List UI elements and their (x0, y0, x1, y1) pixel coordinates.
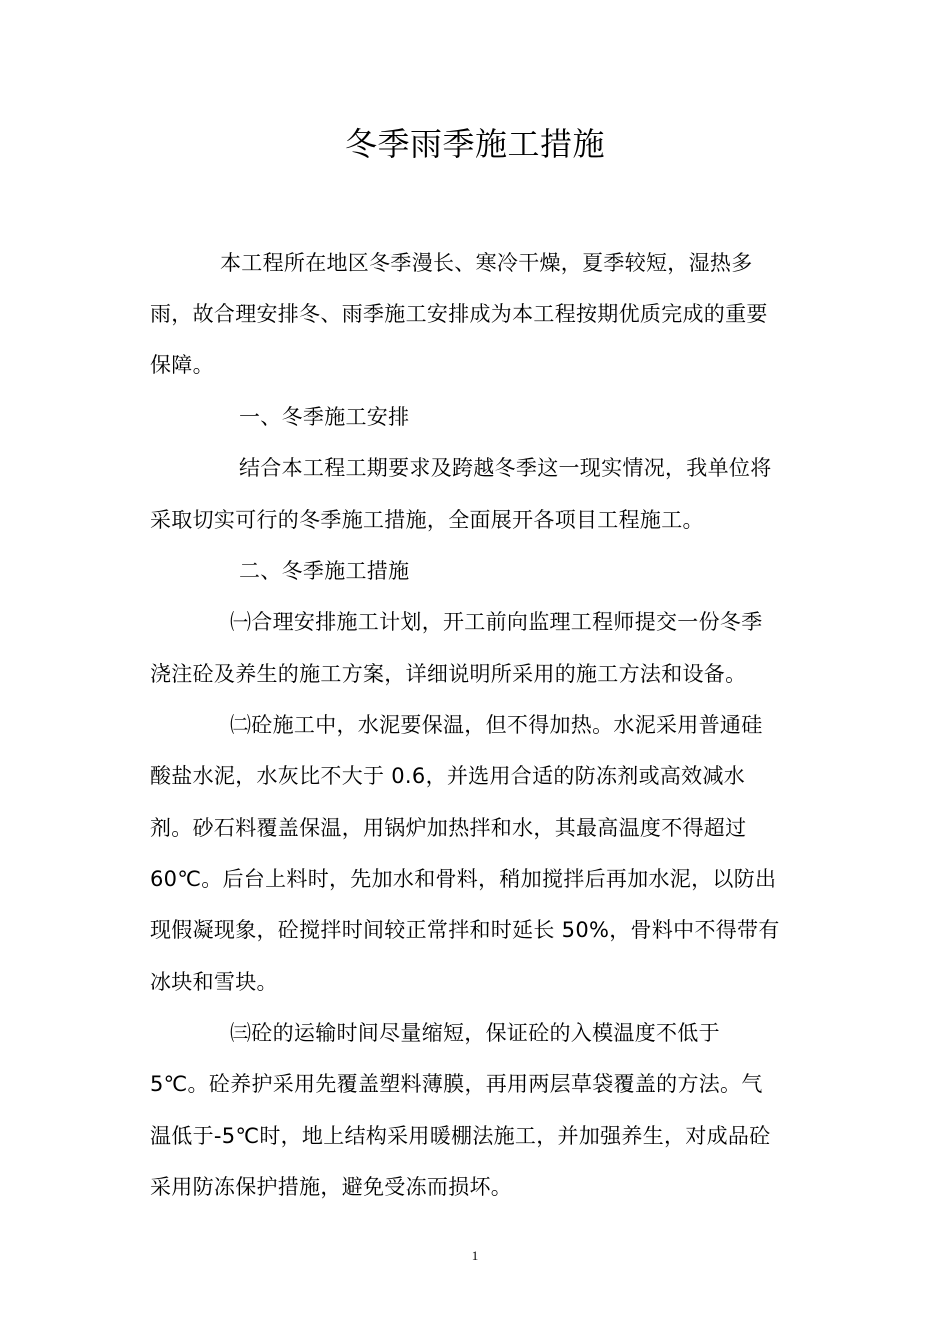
body-line: 浇注砼及养生的施工方案，详细说明所采用的施工方法和设备。 (150, 662, 747, 686)
body-line: 现假凝现象，砼搅拌时间较正常拌和时延长 50%，骨料中不得带有 (150, 918, 780, 942)
body-line: 温低于-5℃时，地上结构采用暖棚法施工，并加强养生，对成品砼 (150, 1124, 771, 1148)
section-heading: 一、冬季施工安排 (239, 405, 410, 429)
body-line: 本工程所在地区冬季漫长、寒冷干燥，夏季较短，湿热多 (220, 251, 753, 275)
section-heading: 二、冬季施工措施 (239, 559, 410, 583)
body-line: 采取切实可行的冬季施工措施，全面展开各项目工程施工。 (150, 508, 704, 532)
body-line: ㈢砼的运输时间尽量缩短，保证砼的入模温度不低于 (230, 1021, 720, 1045)
body-line: 5℃。砼养护采用先覆盖塑料薄膜，再用两层草袋覆盖的方法。气 (150, 1072, 763, 1096)
body-line: 采用防冻保护措施，避免受冻而损坏。 (150, 1175, 513, 1199)
body-line: ㈡砼施工中，水泥要保温，但不得加热。水泥采用普通硅 (230, 713, 763, 737)
body-line: 保障。 (150, 353, 214, 377)
body-line: 酸盐水泥，水灰比不大于 0.6，并选用合适的防冻剂或高效减水 (150, 764, 746, 788)
page-number: 1 (471, 1248, 479, 1263)
body-line: 60℃。后台上料时，先加水和骨料，稍加搅拌后再加水泥，以防出 (150, 867, 777, 891)
body-line: ㈠合理安排施工计划，开工前向监理工程师提交一份冬季 (230, 610, 763, 634)
page-title: 冬季雨季施工措施 (344, 125, 605, 163)
body-line: 结合本工程工期要求及跨越冬季这一现实情况，我单位将 (239, 456, 772, 480)
body-line: 冰块和雪块。 (150, 970, 278, 994)
body-line: 剂。砂石料覆盖保温，用锅炉加热拌和水，其最高温度不得超过 (150, 816, 747, 840)
body-line: 雨，故合理安排冬、雨季施工安排成为本工程按期优质完成的重要 (150, 302, 768, 326)
